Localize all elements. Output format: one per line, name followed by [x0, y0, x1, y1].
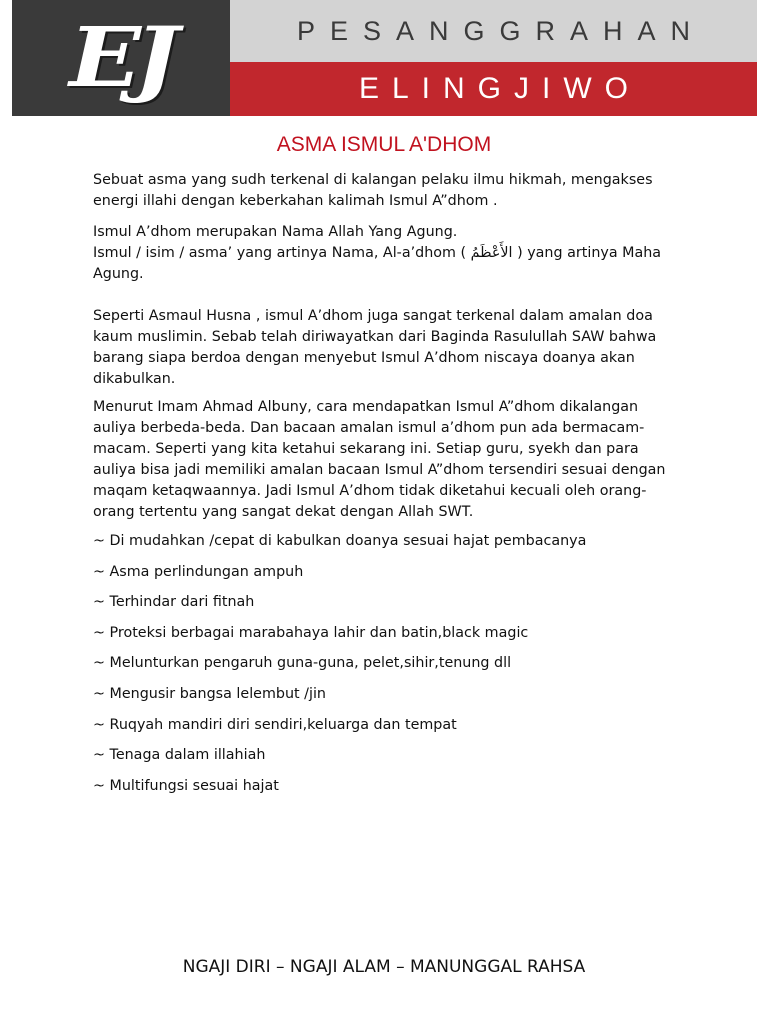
- imam-albuny-paragraph: Menurut Imam Ahmad Albuny, cara mendapatkan Ismul A”dhom dikalangan auliya berbeda-beda. Dan bacaan amalan ismul a’dhom pun ada bermacam-macam. Seperti yang kita ketahui sekarang ini. Setiap guru, syekh dan para auliya bisa jadi memiliki amalan bacaan Ismul A”dhom tersendiri sesuai dengan maqam ketaqwaannya. Jadi Ismul A’dhom tidak diketahui kecuali oleh orang-orang tertentu yang sangat dekat dengan Allah SWT.: [93, 399, 666, 520]
- brand-band-top: [230, 0, 757, 62]
- brand-band-bottom: [230, 62, 757, 116]
- meaning-text-before: Ismul / isim / asma’ yang artinya Nama, Al-a’dhom (: [93, 245, 471, 261]
- benefit-item: ~ Asma perlindungan ampuh: [93, 563, 304, 580]
- header-banner: [12, 0, 757, 116]
- page-title: ASMA ISMUL A'DHOM: [276, 133, 492, 156]
- document-body: [93, 170, 683, 806]
- benefit-item: ~ Terhindar dari fitnah: [93, 594, 255, 611]
- benefit-item: ~ Di mudahkan /cepat di kabulkan doanya sesuai hajat pembacanya: [93, 533, 587, 549]
- benefit-item: ~ Ruqyah mandiri diri sendiri,keluarga dan tempat: [93, 716, 457, 733]
- brand-line-1: PESANGGRAHAN: [296, 15, 706, 46]
- asmaul-husna-paragraph: Seperti Asmaul Husna , ismul A’dhom juga sangat terkenal dalam amalan doa kaum muslimin. Sebab telah diriwayatkan dari Baginda Rasulullah SAW bahwa barang siapa berdoa dengan menyebut Ismul A’dhom niscaya doanya akan dikabulkan.: [93, 308, 657, 387]
- arabic-term: الأَعْظَمُ: [470, 245, 513, 261]
- meaning-line-2: [93, 243, 683, 285]
- logo: [12, 0, 230, 116]
- benefit-item: ~ Tenaga dalam illahiah: [93, 747, 266, 764]
- benefit-item: ~ Multifungsi sesuai hajat: [93, 777, 279, 794]
- benefits-list: [93, 531, 683, 806]
- benefit-item: ~ Mengusir bangsa lelembut /jin: [93, 685, 326, 702]
- logo-monogram: EJ: [69, 10, 173, 106]
- brand-line-2: ELINGJIWO: [358, 72, 641, 105]
- benefit-item: ~ Proteksi berbagai marabahaya lahir dan batin,black magic: [93, 624, 529, 641]
- footer-motto: NGAJI DIRI – NGAJI ALAM – MANUNGGAL RAHSA: [182, 957, 586, 977]
- benefit-item: ~ Melunturkan pengaruh guna-guna, pelet,sihir,tenung dll: [93, 655, 512, 672]
- intro-paragraph: Sebuat asma yang sudh terkenal di kalangan pelaku ilmu hikmah, mengakses energi illahi dengan keberkahan kalimah Ismul A”dhom .: [93, 172, 653, 209]
- meaning-text-after: ) yang artinya Maha Agung.: [93, 245, 662, 282]
- meaning-line-1: Ismul A’dhom merupakan Nama Allah Yang Agung.: [93, 224, 458, 240]
